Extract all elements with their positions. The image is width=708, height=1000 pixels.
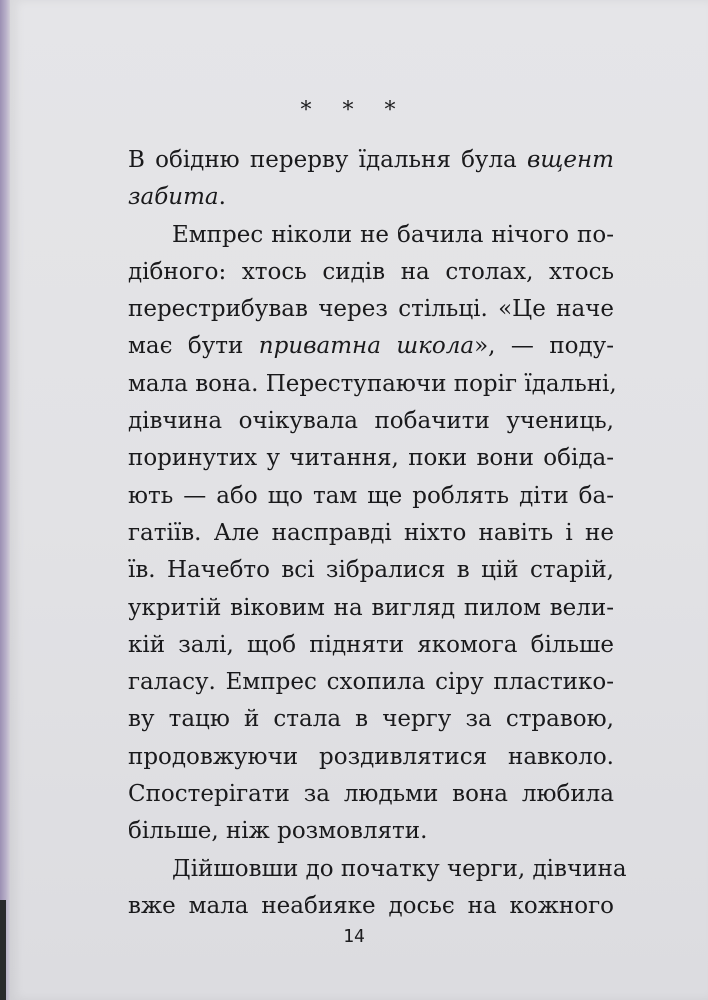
text-line xyxy=(128,664,614,701)
text-line xyxy=(128,478,614,515)
text-line xyxy=(128,851,627,888)
text-line xyxy=(128,552,614,589)
text-line xyxy=(128,440,614,477)
page-number: 14 xyxy=(343,926,365,947)
text-segment: поринутих у читання, поки вони обіда- xyxy=(128,445,614,472)
text-line xyxy=(128,179,614,216)
text-line xyxy=(128,701,614,738)
text-line xyxy=(128,627,614,664)
text-segment: », — поду- xyxy=(474,333,614,360)
text-line xyxy=(128,590,614,627)
text-line xyxy=(128,254,614,291)
text-segment: Дійшовши до початку черги, дівчина xyxy=(172,855,627,882)
text-line xyxy=(128,366,617,403)
text-segment: мала вона. Переступаючи поріг їдальні, xyxy=(128,370,617,397)
text-segment: укритій віковим на вигляд пилом вели- xyxy=(128,594,614,621)
paragraph xyxy=(128,851,627,926)
paragraph xyxy=(128,142,614,217)
text-line xyxy=(128,888,614,925)
book-left-edge xyxy=(0,0,10,1000)
text-segment: вже мала неабияке досьє на кожного xyxy=(128,892,614,919)
section-break: * * * xyxy=(300,98,408,123)
text-line xyxy=(128,813,614,850)
book-left-edge-shadow xyxy=(0,900,6,1000)
text-segment: ву тацю й стала в чергу за стравою, xyxy=(128,706,614,733)
text-line xyxy=(128,217,614,254)
italic-text: забита xyxy=(128,184,219,211)
text-segment: . xyxy=(218,184,226,211)
text-segment: їв. Начебто всі зібралися в цій старій, xyxy=(128,557,614,584)
text-segment: галасу. Емпрес схопила сіру пластико- xyxy=(128,669,614,696)
paragraph xyxy=(128,217,617,851)
text-line xyxy=(128,403,614,440)
text-segment: кій залі, щоб підняти якомога більше xyxy=(128,631,614,658)
body-text xyxy=(128,142,627,925)
text-segment: перестрибував через стільці. «Це наче xyxy=(128,296,614,323)
text-line xyxy=(128,328,614,365)
text-line xyxy=(128,515,614,552)
text-line xyxy=(128,142,614,179)
text-segment: Спостерігати за людьми вона любила xyxy=(128,781,614,808)
text-segment: ють — або що там ще роблять діти ба- xyxy=(128,482,614,509)
text-segment: має бути xyxy=(128,333,259,360)
text-line xyxy=(128,739,614,776)
italic-text: приватна школа xyxy=(258,333,475,360)
text-segment: В обідню перерву їдальня була xyxy=(128,147,528,173)
text-segment: дівчина очікувала побачити учениць, xyxy=(128,408,614,435)
text-segment: продовжуючи роздивлятися навколо. xyxy=(128,743,614,770)
text-segment: дібного: хтось сидів на столах, хтось xyxy=(128,258,614,285)
italic-text: вщент xyxy=(527,147,614,173)
text-segment: більше, ніж розмовляти. xyxy=(128,818,428,845)
text-segment: гатіїв. Але насправді ніхто навіть і не xyxy=(128,519,614,546)
text-line xyxy=(128,776,614,813)
text-segment: Емпрес ніколи не бачила нічого по- xyxy=(172,221,614,248)
text-line xyxy=(128,291,614,328)
